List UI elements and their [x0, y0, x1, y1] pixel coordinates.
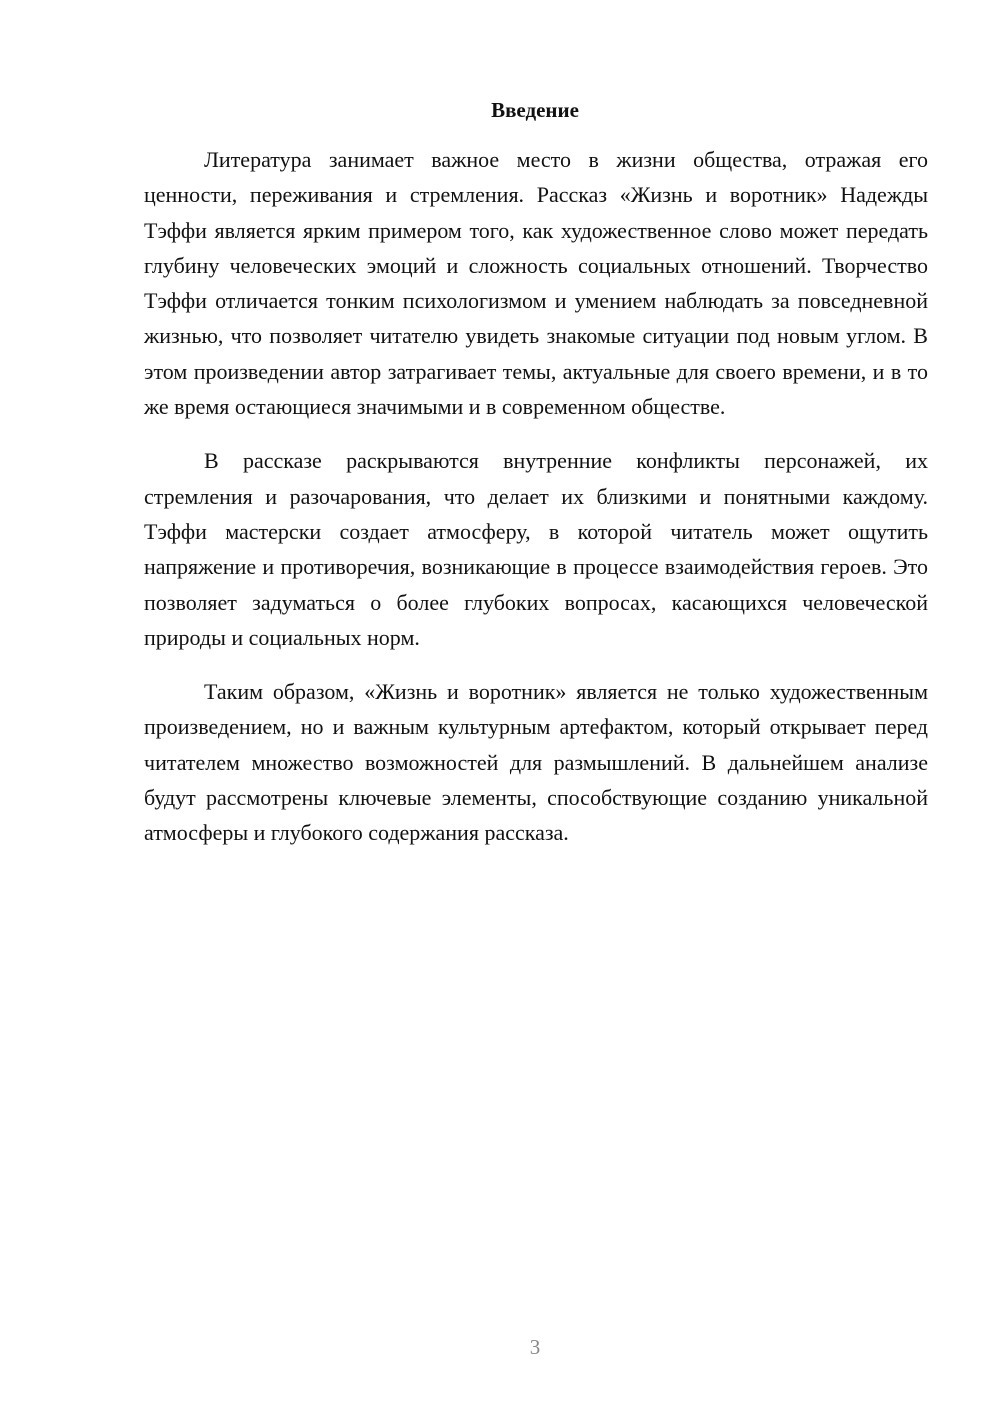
paragraph-3: Таким образом, «Жизнь и воротник» является не только художественным произведением, но и важным культурным артефактом, который открывает перед читателем множество возможностей для размышлений. В дальнейшем анализе будут рассмотрены ключевые элементы, способствующие созданию уникальной атмосферы и глубокого содержания рассказа.	[144, 679, 928, 846]
page-number: 3	[529, 1335, 541, 1359]
section-heading: Введение	[491, 98, 579, 122]
paragraph-1: Литература занимает важное место в жизни общества, отражая его ценности, переживания и стремления. Рассказ «Жизнь и воротник» Надежды Тэффи является ярким примером того, как художественное слово может передать глубину человеческих эмоций и сложность социальных отношений. Творчество Тэффи отличается тонким психологизмом и умением наблюдать за повседневной жизнью, что позволяет читателю увидеть знакомые ситуации под новым углом. В этом произведении автор затрагивает темы, актуальные для своего времени, и в то же время остающиеся значимыми и в современном обществе.	[144, 147, 928, 420]
document-body	[144, 142, 928, 851]
paragraph-2: В рассказе раскрываются внутренние конфликты персонажей, их стремления и разочарования, что делает их близкими и понятными каждому. Тэффи мастерски создает атмосферу, в которой читатель может ощутить напряжение и противоречия, возникающие в процессе взаимодействия героев. Это позволяет задуматься о более глубоких вопросах, касающихся человеческой природы и социальных норм.	[144, 448, 928, 650]
